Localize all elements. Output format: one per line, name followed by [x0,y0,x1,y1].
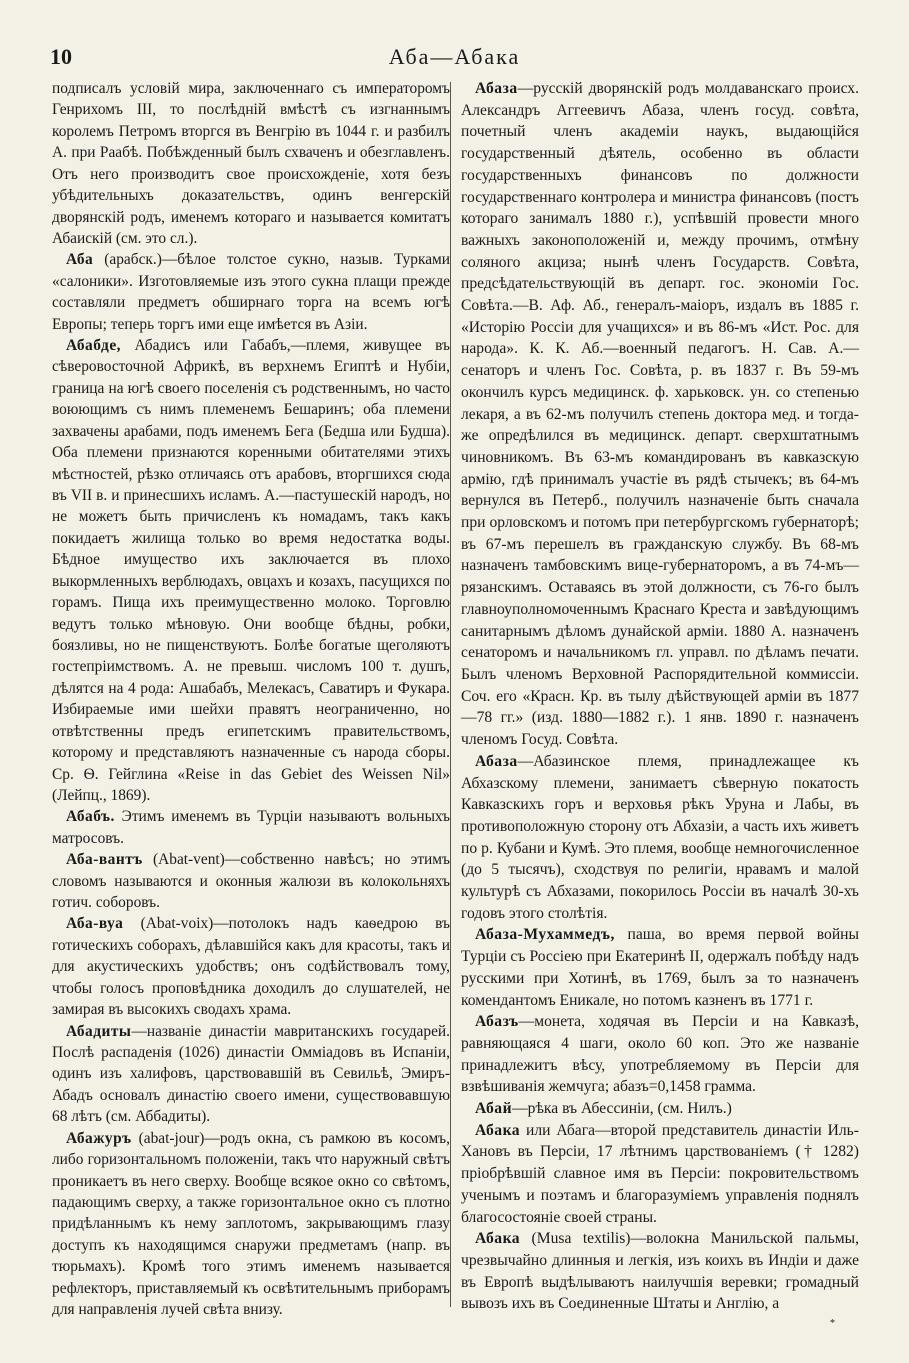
entry-abaka-fiber: Абака (Musa textilis)—волокна Манильской пальмы, чрезвычайно длинныя и легкія, изъ коихъ въ Индіи и даже въ Европѣ выдѣлываютъ наилучшія веревки; громадный вывозъ ихъ въ Соединенные Штаты и Англію, а [461,1230,859,1313]
entry-headword: Аба-вуа [66,915,124,933]
entry-abaka-khan: Абака или Абага—второй представитель династіи Иль-Хановъ въ Персіи, 17 лѣтнимъ царствованіемъ († 1282) пріобрѣвшій славное имя въ Персіи: покровительствомъ ученымъ и поэтамъ и благоразуміемъ управленія поднялъ благосостояніе своей страны. [461,1121,859,1226]
entry-headword: Абадиты [66,1022,132,1040]
footer-mark: * [830,1318,835,1329]
entry-headword: Абаза [475,80,518,97]
entry-headword: Абазъ [475,1013,519,1031]
entry-abaza-muhammed: Абаза-Мухаммедъ, паша, во время первой войны Турціи съ Россіею при Екатеринѣ II, одержалъ побѣду надъ русскими при Хотинѣ, въ 1769, былъ за то назначенъ комендантомъ Еникале, но потомъ казненъ въ 1771 г. [461,926,859,1009]
column-divider [450,82,451,1307]
entry-abab: Абабъ. Этимъ именемъ въ Турціи называютъ вольныхъ матросовъ. [52,808,450,847]
right-column [461,78,859,1315]
entry-abadity: Абадиты—названіе династіи мавританскихъ государей. Послѣ распаденія (1026) династіи Омміадовъ въ Испаніи, одинъ изъ халифовъ, царствовавшій въ Севильѣ, Эмиръ-Абадъ основалъ династію своего имени, существовавшую 68 лѣтъ (см. Аббадиты). [52,1022,450,1126]
entry-headword: Абажуръ [66,1129,132,1147]
entry-abai: Абай—рѣка въ Абессиніи, (см. Нилъ.) [475,1100,732,1118]
entry-headword: Абабъ. [66,808,115,826]
entry-headword: Абака [475,1121,521,1139]
entry-aba: Аба (арабск.)—бѣлое толстое сукно, назыв. Турками «салоники». Изготовляемые изъ этого сукна плащи прежде составляли предметъ обширнаго торга на всемъ югѣ Европы; теперь торгъ ими еще имѣется въ Азіи. [52,251,450,333]
entry-headword: Абаза [475,752,518,770]
entry-ababde: Абабде, Абадисъ или Габабъ,—племя, живущее въ сѣверовосточной Африкѣ, въ верхнемъ Египтѣ и Нубіи, граница на югѣ своего поселенія съ родственнымъ, но часто воюющимъ съ нимъ племенемъ Бешаринъ; оба племени захвачены арабами, подъ именемъ Бега (Бедша или Будша). Оба племени признаются коренными обитателями этихъ мѣстностей, рѣзко отличаясь отъ арабовъ, вторгшихся сюда въ VII в. и принесшихъ исламъ. А.—пастушескій народъ, но не можетъ быть причисленъ къ номадамъ, такъ какъ покидаетъ жилища только во время недостатка воды. Бѣдное имущество ихъ заключается въ плохо выкормленныхъ верблюдахъ, овцахъ и козахъ, пасущихся по горамъ. Пища ихъ преимущественно молоко. Торговлю ведутъ только мѣновую. Они вообще бѣдны, робки, боязливы, но не пищенствуютъ. Болѣе богатые щеголяютъ гостепріимствомъ. А. не превыш. числомъ 100 т. душъ, дѣлятся на 4 рода: Ашабабъ, Мелекасъ, Саватиръ и Фукара. Избираемые ими шейхи правятъ неограниченно, но отвѣтственны предъ египетскимъ правительствомъ, которому и представляютъ назначенные съ народа сборы. Ср. Ѳ. Гейглина «Reise in das Gebiet des Weissen Nil» (Лейпц., 1869). [52,337,450,804]
entry-abaz: Абазъ—монета, ходячая въ Персіи и на Кавказѣ, равняющаяся 4 шаги, около 60 коп. Это же названіе принадлежитъ вѣсу, употребляемому въ Персіи для взвѣшиванія жемчуга; абазъ=0,1458 грамма. [461,1013,859,1096]
entry-headword: Абай [475,1100,513,1118]
entry-headword: Аба [66,251,94,269]
page-number: 10 [50,44,72,69]
entry-abaza-tribe: Абаза—Абазинское племя, принадлежащее къ Абхазскому племени, занимаетъ сѣверную покатость Кавказскихъ горъ и верховья рѣкъ Уруна и Лабы, въ противоположную сторону отъ Абхазіи, а часть ихъ живетъ по р. Кубани и Кумѣ. Это племя, вообще немногочисленное (до 5 тысячъ), сходствуя по религіи, нравамъ и малой культурѣ съ Абхазами, покорилось Россіи въ началѣ 30-хъ годовъ этого столѣтія. [461,752,859,922]
running-title: Аба—Абака [388,44,521,69]
entry-headword: Абака [475,1230,521,1248]
entry-abaza-family: Абаза—русскій дворянскій родъ молдаванскаго происх. Александръ Аггеевичъ Абаза, членъ госуд. совѣта, почетный членъ академіи наукъ, выдающійся государственный дѣятель, особенно въ области государственныхъ финансовъ по должности государственнаго контролера и министра финансовъ (постъ котораго занималъ 1880 г.), успѣвшій провести много важныхъ законоположеній и, между прочимъ, отмѣну соляного акциза; нынѣ членъ Государств. Совѣта, предсѣдательствующій въ департ. гос. экономіи Гос. Совѣта.—В. Аф. Аб., генералъ-маіоръ, издалъ въ 1885 г. «Исторію Россіи для учащихся» и въ 86-мъ «Ист. Рос. для народа». К. К. Аб.—военный педагогъ. Н. Сав. А.—сенаторъ и членъ Гос. Совѣта, р. въ 1837 г. Въ 59-мъ окончилъ курсъ медицинск. ф. харьковск. ун. со степенью лекаря, а въ 62-мъ получилъ степень доктора мед. и тогда-же опредѣлился въ медицинск. департ. сверхштатнымъ чиновникомъ. Въ 63-мъ командированъ въ кавказскую армію, гдѣ принималъ участіе въ рядѣ стычекъ; въ 64-мъ вернулся въ Петерб., получилъ назначеніе быть сначала при орловскомъ и потомъ при петербургскомъ губернаторѣ; въ 67-мъ перешелъ въ гражданскую службу. Въ 68-мъ назначенъ тамбовскимъ вице-губернаторомъ, а въ 74-мъ—рязанскимъ. Оставаясь въ этой должности, съ 76-го былъ главноуполномоченнымъ Краснаго Креста и завѣдующимъ санитарнымъ дѣломъ дунайской арміи. 1880 А. назначенъ сенаторомъ и начальникомъ гл. управл. по дѣламъ печати. Былъ членомъ Верховной Распорядительной коммиссіи. Соч. его «Красн. Кр. въ тылу дѣйствующей арміи въ 1877—78 гг.» (изд. 1880—1882 г.). 1 янв. 1890 г. назначенъ членомъ Госуд. Совѣта. [461,80,859,749]
entry-aba-vant: Аба-вантъ (Abat-vent)—собственно навѣсъ; но этимъ словомъ называются и оконныя жалюзи въ колокольняхъ готич. соборовъ. [52,851,450,912]
entry-headword: Аба-вантъ [66,851,143,869]
left-column [52,78,450,1320]
entry-headword: Абабде, [66,337,121,355]
entry-continuation: подписалъ условій мира, заключеннаго съ императоромъ Генрихомъ III, то послѣдній вмѣстѣ съ изгнаннымъ королемъ Петромъ вторгся въ Венгрію въ 1044 г. и разбилъ А. при Раабѣ. Побѣжденный былъ схваченъ и обезглавленъ. Отъ него производитъ свое происхожденіе, хотя безъ убѣдительныхъ доказательствъ, одинъ венгерскій дворянскій родъ, именемъ котораго и называется комитатъ Абаискій (см. это сл.). [52,80,450,247]
entry-abazhur: Абажуръ (abat-jour)—родъ окна, съ рамкою въ косомъ, либо горизонтальномъ положеніи, такъ что наружный свѣтъ проникаетъ въ него сверху. Вообще всякое окно со свѣтомъ, падающимъ сверху, а также горизонтальное окно съ плотно придѣланнымъ къ нему заплотомъ, закрывающимъ глазу доступъ къ находящимся снаружи предметамъ (напр. въ тюрьмахъ). Кромѣ того этимъ именемъ называется рефлекторъ, приставляемый къ освѣтительнымъ приборамъ для направленія лучей свѣта внизу. [52,1129,450,1319]
entry-headword: Абаза-Мухаммедъ, [475,926,615,944]
entry-aba-vua: Аба-вуа (Abat-voix)—потолокъ надъ каѳедрою въ готическихъ соборахъ, дѣлавшійся какъ для красоты, такъ и для акустическихъ удобствъ; онъ содѣйствовалъ тому, чтобы голосъ проповѣдника доходилъ до слушателей, не замирая въ высокихъ сводахъ храма. [52,915,450,1019]
